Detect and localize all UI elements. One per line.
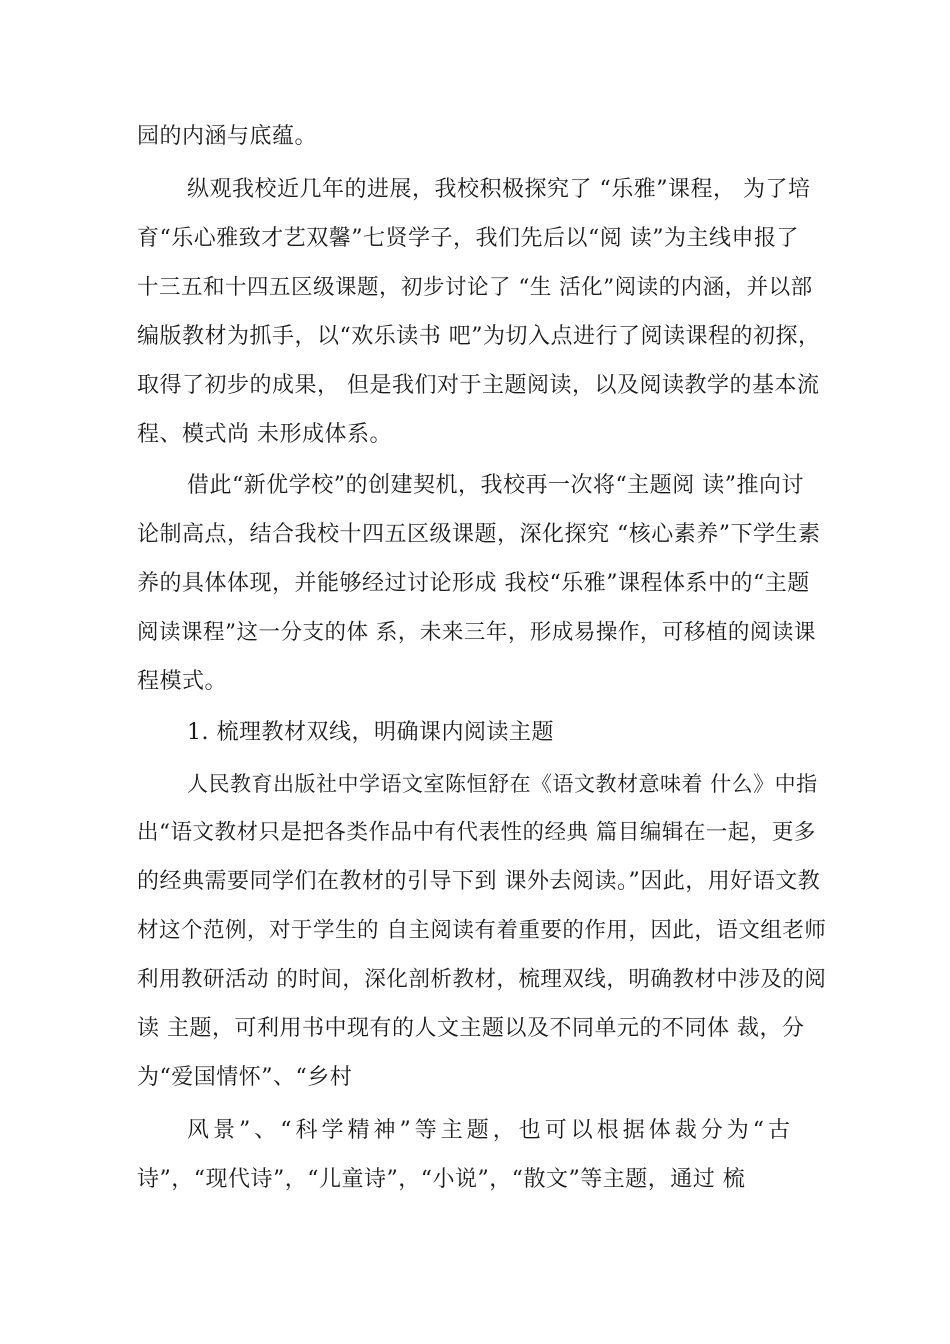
paragraph-line: 编版教材为抓手，以“欢乐读书 吧”为切入点进行了阅读课程的初探， [137, 324, 821, 349]
paragraph-line: 借此“新优学校”的创建契机，我校再一次将“主题阅 读”推向讨 [187, 473, 804, 498]
paragraph-line: 人民教育出版社中学语文室陈恒舒在《语文教材意味着 什么》中指 [187, 772, 818, 796]
paragraph-line: 出“语文教材只是把各类作品中有代表性的经典 篇目编辑在一起，更多 [137, 820, 816, 845]
paragraph-line: 取得了初步的成果， 但是我们对于主题阅读，以及阅读教学的基本流 [137, 373, 820, 398]
paragraph-line: 利用教研活动 的时间，深化剖析教材，梳理双线，明确教材中涉及的阅 [137, 967, 827, 992]
paragraph-line: 论制高点，结合我校十四五区级课题，深化探究 “核心素养”下学生素 [137, 522, 821, 547]
paragraph-line: 阅读课程”这一分支的体 系，未来三年，形成易操作，可移植的阅读课 [137, 620, 816, 645]
paragraph-line: 材这个范例，对于学生的 自主阅读有着重要的作用，因此，语文组老师 [137, 918, 827, 943]
paragraph-line: 纵观我校近几年的进展，我校积极探究了 “乐雅”课程， 为了培 [187, 177, 811, 202]
paragraph-line: 程模式。 [137, 669, 228, 694]
paragraph-line: 程、模式尚 未形成体系。 [137, 422, 392, 447]
paragraph-line: 诗”，“现代诗”，“儿童诗”，“小说”，“散文”等主题，通过 梳 [137, 1167, 746, 1192]
paragraph-line: 养的具体体现，并能够经过讨论形成 我校“乐雅”课程体系中的“主题 [137, 571, 810, 596]
paragraph-line: 园的内涵与底蕴。 [137, 124, 318, 149]
paragraph-line: 读 主题，可利用书中现有的人文主题以及不同单元的不同体 裁，分 [137, 1016, 805, 1041]
paragraph-line: 为“爱国情怀”、“乡村 [137, 1065, 353, 1090]
paragraph-line: 育“乐心雅致才艺双馨”七贤学子，我们先后以“阅 读”为主线申报了 [137, 226, 799, 251]
paragraph-line: 十三五和十四五区级课题，初步讨论了 “生 活化”阅读的内涵，并以部 [137, 275, 813, 300]
section-heading: 1. 梳理教材双线，明确课内阅读主题 [187, 720, 554, 745]
paragraph-line: 的经典需要同学们在教材的引导下到 课外去阅读。”因此，用好语文教 [137, 869, 821, 894]
paragraph-line: 风景”、“科学精神”等主题，也可以根据体裁分为“古 [187, 1118, 794, 1143]
